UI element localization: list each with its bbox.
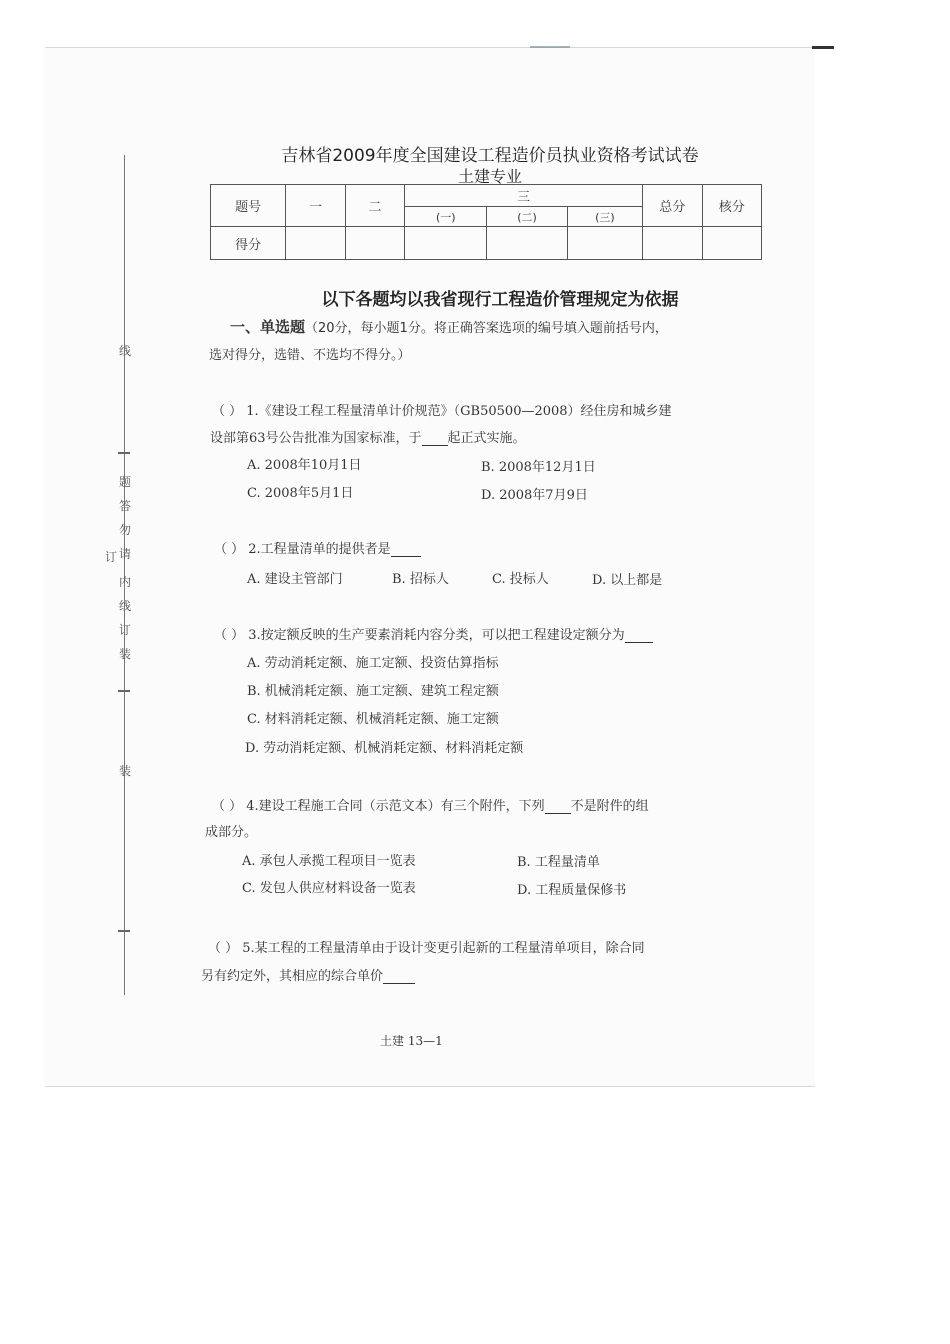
col-check: 核分 <box>702 185 762 227</box>
question-1-option-b[interactable]: B. 2008年12月1日 <box>481 460 596 475</box>
q1-text-b: 起正式实施。 <box>447 431 526 446</box>
question-2-stem <box>214 538 421 557</box>
question-5-stem: （ ） 5.某工程的工程量清单由于设计变更引起新的工程量清单项目，除合同 <box>208 941 645 956</box>
section-header <box>230 316 668 337</box>
binding-char: 装 <box>118 647 131 661</box>
question-1-stem: （ ） 1.《建设工程工程量清单计价规范》（GB50500—2008）经住房和城乡建 <box>212 404 672 419</box>
question-4-stem <box>212 795 649 814</box>
q2-text: （ ） 2.工程量清单的提供者是 <box>214 542 391 557</box>
question-3-stem <box>214 624 653 643</box>
binding-char: 线 <box>118 599 131 613</box>
score-cell[interactable] <box>487 227 567 260</box>
col-section-3: 三 <box>405 185 643 207</box>
question-4-option-b[interactable]: B. 工程量清单 <box>517 855 600 870</box>
col-section-2: 二 <box>345 185 404 227</box>
question-3-option-d[interactable]: D. 劳动消耗定额、机械消耗定额、材料消耗定额 <box>245 741 524 756</box>
row-label-question-no: 题号 <box>211 185 286 227</box>
question-3-option-c[interactable]: C. 材料消耗定额、机械消耗定额、施工定额 <box>247 712 499 727</box>
answer-blank <box>422 433 448 446</box>
binding-char: 线 <box>118 344 131 358</box>
question-4-option-a[interactable]: A. 承包人承揽工程项目一览表 <box>242 854 416 869</box>
answer-blank <box>545 801 571 814</box>
question-3-option-b[interactable]: B. 机械消耗定额、施工定额、建筑工程定额 <box>247 684 499 699</box>
q4-text-b: 不是附件的组 <box>570 799 649 814</box>
question-1-stem-2 <box>210 427 526 446</box>
score-table <box>210 184 762 260</box>
question-1-option-a[interactable]: A. 2008年10月1日 <box>247 458 362 473</box>
binding-char: 题 <box>118 475 131 489</box>
binding-char: 装 <box>118 764 131 778</box>
col-section-1: 一 <box>286 185 345 227</box>
binding-char: 订 <box>118 623 131 637</box>
exam-title: 吉林省2009年度全国建设工程造价员执业资格考试试卷 <box>281 146 699 166</box>
col-total: 总分 <box>643 185 702 227</box>
page-number: 土建 13—1 <box>380 1034 443 1048</box>
question-5-stem-2 <box>201 965 415 984</box>
question-2-option-d[interactable]: D. 以上都是 <box>592 573 663 588</box>
q3-text: （ ） 3.按定额反映的生产要素消耗内容分类，可以把工程建设定额分为 <box>214 628 625 643</box>
binding-tick <box>118 930 130 932</box>
score-cell[interactable] <box>405 227 487 260</box>
question-2-option-c[interactable]: C. 投标人 <box>492 572 549 587</box>
col-section-3-sub-1: (一) <box>405 207 487 227</box>
row-label-score: 得分 <box>211 227 286 260</box>
scan-corner-mark <box>812 46 834 49</box>
q5-text: 另有约定外，其相应的综合单价 <box>201 969 384 984</box>
binding-tick <box>118 452 130 454</box>
score-cell[interactable] <box>567 227 642 260</box>
col-section-3-sub-3: (三) <box>567 207 642 227</box>
exam-heading: 以下各题均以我省现行工程造价管理规定为依据 <box>321 290 679 310</box>
question-4-stem-2: 成部分。 <box>205 825 258 840</box>
binding-char: 请 <box>118 547 131 561</box>
section-note-2: 选对得分，选错、不选均不得分。） <box>209 348 411 363</box>
scan-smudge <box>530 46 570 48</box>
col-section-3-sub-2: (二) <box>487 207 567 227</box>
score-cell[interactable] <box>345 227 404 260</box>
question-2-option-a[interactable]: A. 建设主管部门 <box>247 572 343 587</box>
q4-text-a: （ ） 4.建设工程施工合同（示范文本）有三个附件，下列 <box>212 799 545 814</box>
binding-char: 答 <box>118 499 131 513</box>
answer-blank <box>383 971 415 984</box>
score-cell[interactable] <box>643 227 702 260</box>
question-2-option-b[interactable]: B. 招标人 <box>392 572 449 587</box>
section-note-1: （20分，每小题1分。将正确答案选项的编号填入题前括号内， <box>305 321 668 336</box>
binding-tick <box>118 690 130 692</box>
question-4-option-d[interactable]: D. 工程质量保修书 <box>517 883 627 898</box>
answer-blank <box>391 544 421 557</box>
exam-subtitle: 土建专业 <box>457 167 522 186</box>
section-title: 一、单选题 <box>230 318 306 336</box>
q1-text-a: 设部第63号公告批准为国家标准，于 <box>210 431 422 446</box>
score-cell[interactable] <box>702 227 762 260</box>
binding-char: 订 <box>104 550 117 564</box>
question-1-option-c[interactable]: C. 2008年5月1日 <box>247 486 354 501</box>
answer-blank <box>625 630 653 643</box>
binding-char: 内 <box>118 575 131 589</box>
question-3-option-a[interactable]: A. 劳动消耗定额、施工定额、投资估算指标 <box>247 656 499 671</box>
score-cell[interactable] <box>286 227 345 260</box>
question-1-option-d[interactable]: D. 2008年7月9日 <box>481 488 588 503</box>
binding-char: 勿 <box>118 523 131 537</box>
question-4-option-c[interactable]: C. 发包人供应材料设备一览表 <box>242 881 416 896</box>
